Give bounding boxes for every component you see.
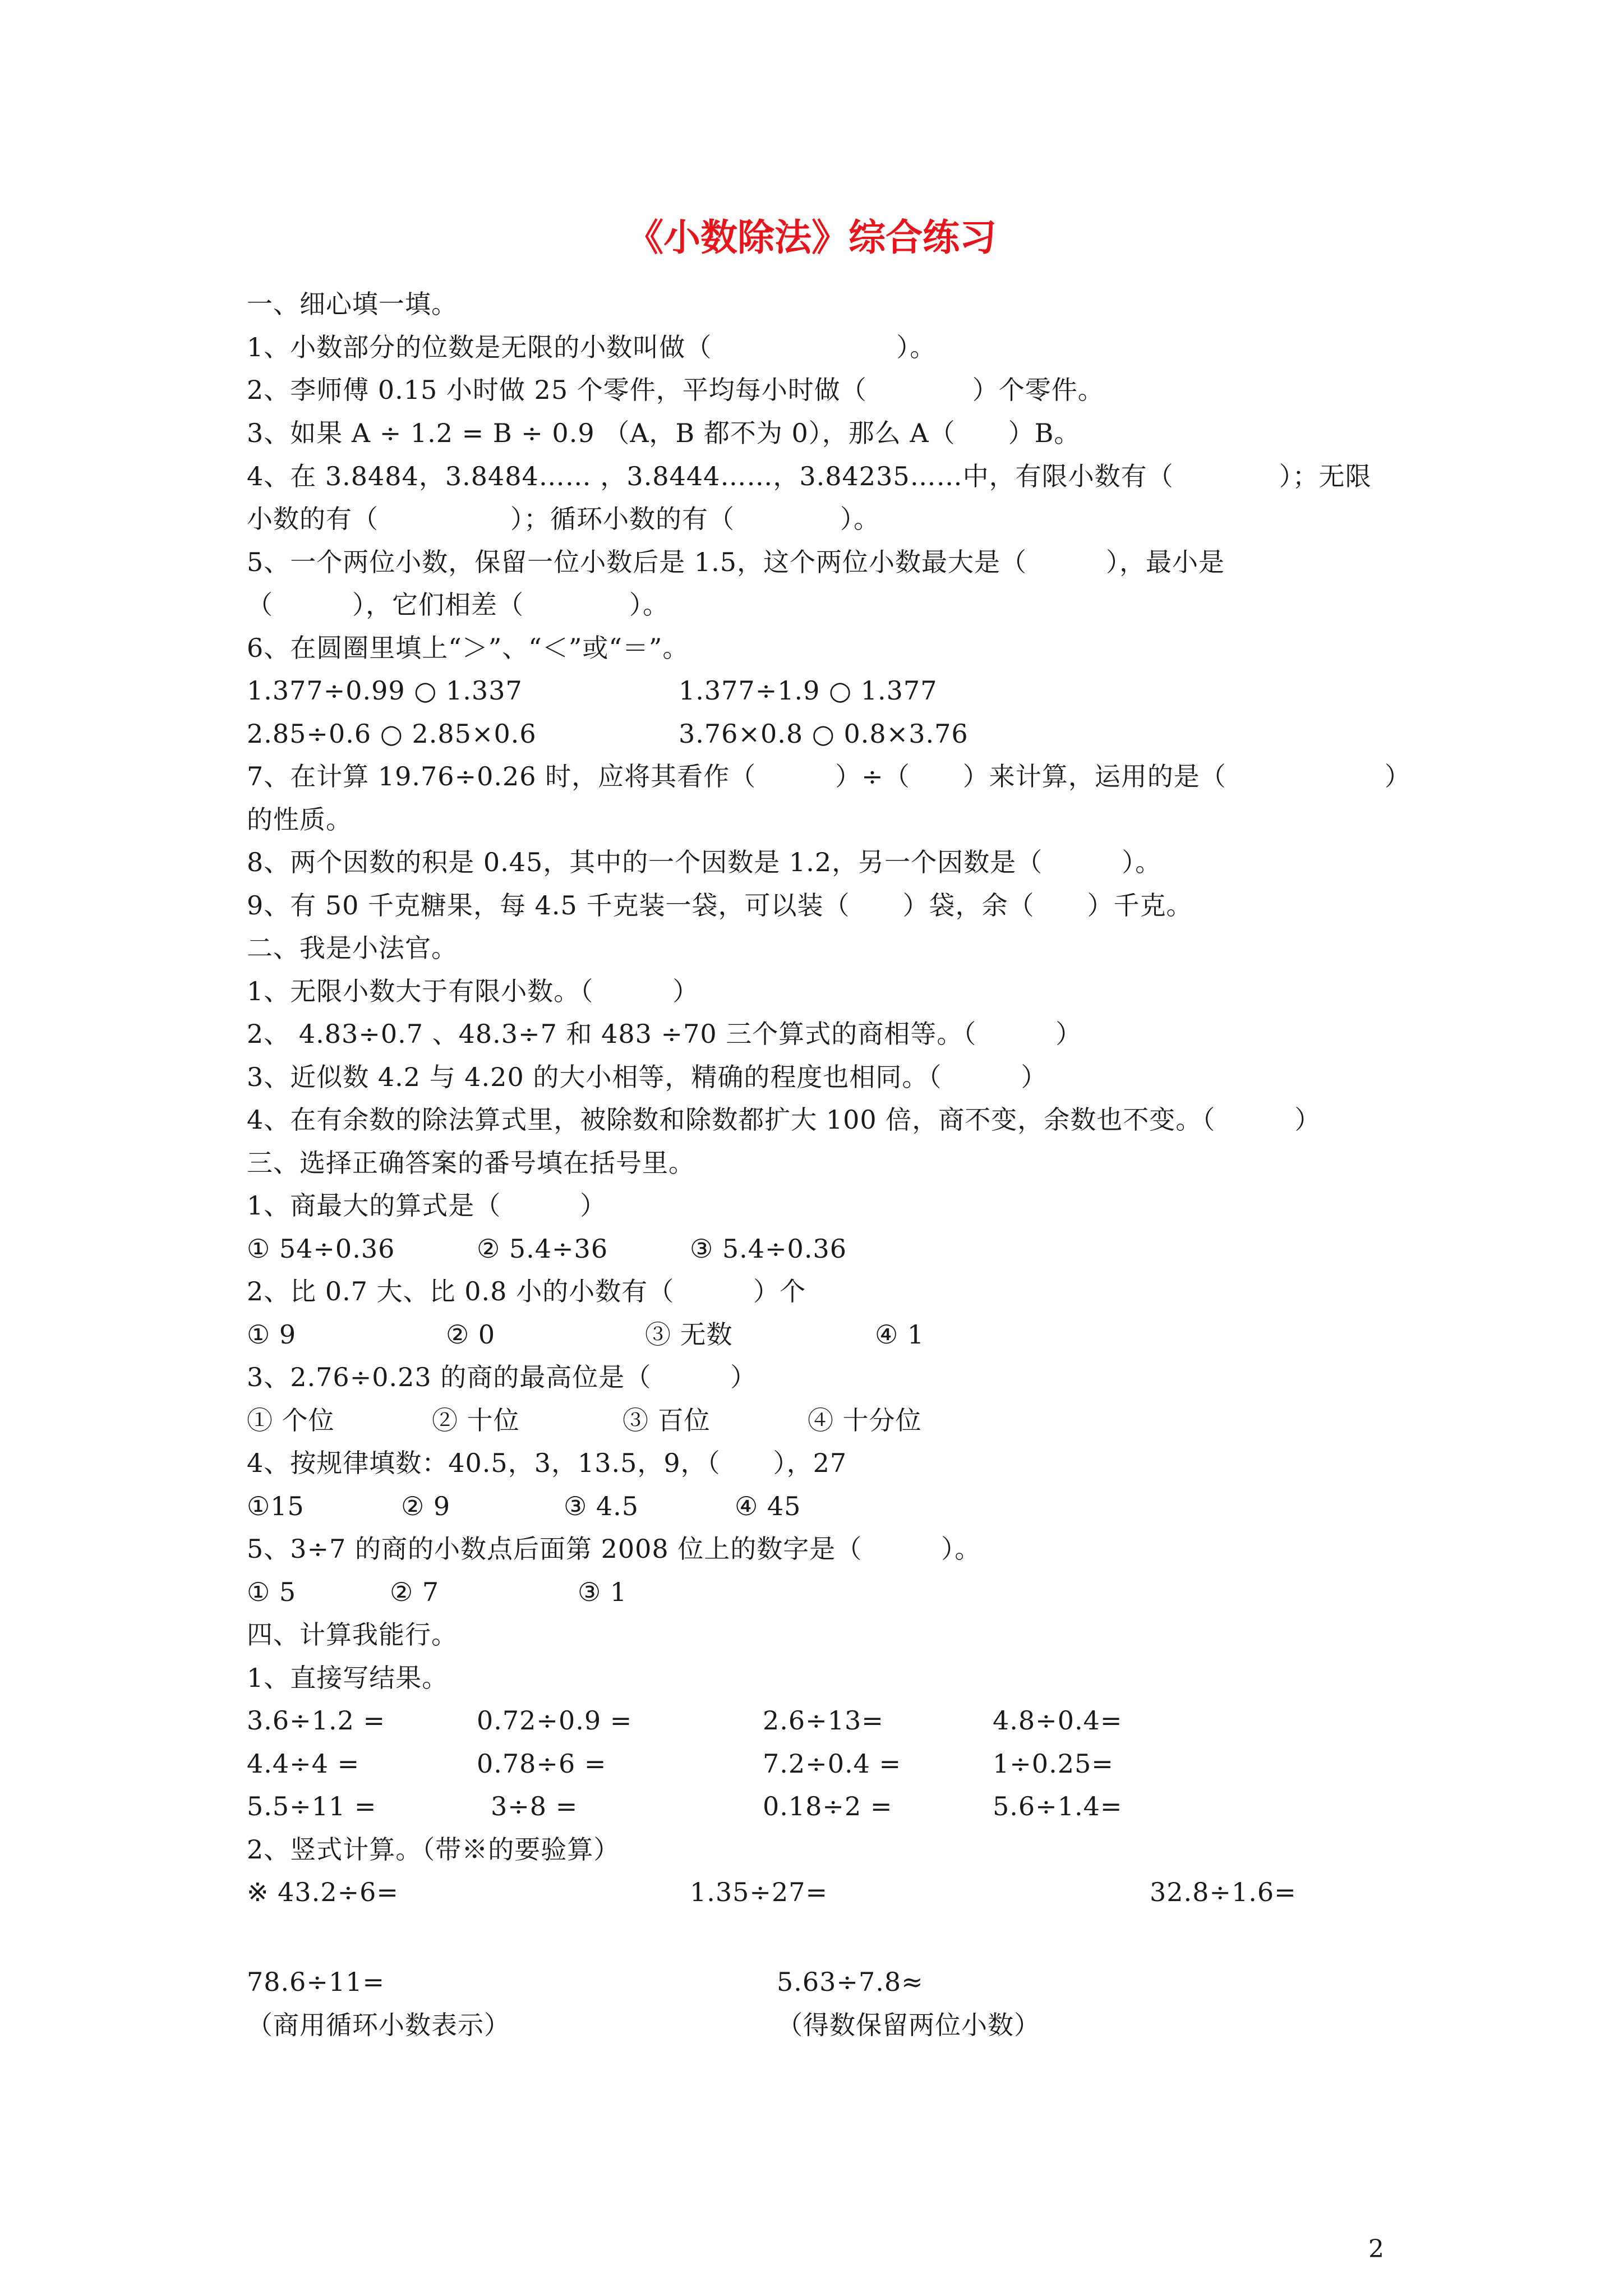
- vertical-calc-note: （得数保留两位小数）: [777, 2010, 1040, 2040]
- s1-q6-compare-2: 1.377÷1.9 ○ 1.377: [679, 675, 938, 706]
- s3-q4-option: ④ 45: [735, 1491, 801, 1521]
- s2-question-4: 4、在有余数的除法算式里，被除数和除数都扩大 100 倍，商不变，余数也不变。（ ）: [247, 1105, 1321, 1135]
- s3-q1-option: ① 54÷0.36: [247, 1234, 395, 1264]
- s3-q2-option: ④ 1: [875, 1319, 925, 1350]
- s1-question-8: 8、两个因数的积是 0.45，其中的一个因数是 1.2，另一个因数是（ ）。: [247, 847, 1162, 877]
- s3-q2-option: ③ 无数: [645, 1319, 733, 1350]
- mental-math-item: 3÷8 =: [491, 1791, 578, 1821]
- s3-question-4: 4、按规律填数：40.5，3，13.5，9，（ ），27: [247, 1448, 847, 1478]
- s3-q5-option: ① 5: [247, 1577, 297, 1607]
- s3-q2-option: ① 9: [247, 1319, 297, 1350]
- vertical-calc-item: 5.63÷7.8≈: [777, 1967, 924, 1997]
- s1-question-3: 3、如果 A ÷ 1.2 = B ÷ 0.9 （A，B 都不为 0），那么 A（ ）B。: [247, 418, 1081, 448]
- s1-question-7-line-1: 7、在计算 19.76÷0.26 时，应将其看作（ ）÷（ ）来计算，运用的是（ ）: [247, 761, 1411, 792]
- mental-math-item: 4.8÷0.4=: [993, 1705, 1123, 1736]
- s1-question-2: 2、李师傅 0.15 小时做 25 个零件，平均每小时做（ ）个零件。: [247, 375, 1104, 405]
- mental-math-item: 0.72÷0.9 =: [477, 1705, 633, 1736]
- s3-q5-option: ③ 1: [578, 1577, 628, 1607]
- s1-question-6: 6、在圆圈里填上“＞”、“＜”或“＝”。: [247, 633, 689, 663]
- vertical-calc-item: ※ 43.2÷6=: [247, 1877, 399, 1907]
- s3-q1-option: ② 5.4÷36: [477, 1234, 608, 1264]
- vertical-calc-note: （商用循环小数表示）: [247, 2010, 510, 2040]
- s3-q2-option: ② 0: [446, 1319, 496, 1350]
- s3-q3-option: ④ 十分位: [808, 1405, 922, 1435]
- vertical-calc-item: 1.35÷27=: [690, 1877, 828, 1907]
- s1-question-4-line-2: 小数的有（ ）；循环小数的有（ ）。: [247, 504, 880, 534]
- s1-question-9: 9、有 50 千克糖果，每 4.5 千克装一袋，可以装（ ）袋，余（ ）千克。: [247, 890, 1193, 921]
- vertical-calc-item: 32.8÷1.6=: [1150, 1877, 1297, 1907]
- mental-math-item: 5.5÷11 =: [247, 1791, 377, 1821]
- s1-question-5-line-2: （ ），它们相差（ ）。: [247, 590, 669, 620]
- mental-math-item: 3.6÷1.2 =: [247, 1705, 386, 1736]
- s1-question-4-line-1: 4、在 3.8484，3.8484…… ，3.8444……，3.84235……中，有限小数有（ ）；无限: [247, 461, 1372, 491]
- s3-q5-option: ② 7: [390, 1577, 440, 1607]
- mental-math-item: 7.2÷0.4 =: [763, 1749, 902, 1779]
- mental-math-item: 0.18÷2 =: [763, 1791, 893, 1821]
- s3-q4-option: ①15: [247, 1491, 305, 1521]
- s4-part-1-heading: 1、直接写结果。: [247, 1663, 449, 1693]
- page-number: 2: [1368, 2235, 1384, 2263]
- s4-part-2-heading: 2、竖式计算。（带※的要验算）: [247, 1834, 620, 1865]
- section-1-heading: 一、细心填一填。: [247, 289, 458, 319]
- s2-question-3: 3、近似数 4.2 与 4.20 的大小相等，精确的程度也相同。（ ）: [247, 1062, 1048, 1092]
- s3-q3-option: ② 十位: [432, 1405, 520, 1435]
- mental-math-item: 5.6÷1.4=: [993, 1791, 1123, 1821]
- s1-question-1: 1、小数部分的位数是无限的小数叫做（ ）。: [247, 332, 937, 362]
- s3-q4-option: ③ 4.5: [564, 1491, 639, 1521]
- mental-math-item: 0.78÷6 =: [477, 1749, 607, 1779]
- s3-q3-option: ① 个位: [247, 1405, 335, 1435]
- vertical-calc-item: 78.6÷11=: [247, 1967, 385, 1997]
- section-3-heading: 三、选择正确答案的番号填在括号里。: [247, 1148, 695, 1178]
- s3-question-2: 2、比 0.7 大、比 0.8 小的小数有（ ）个: [247, 1276, 806, 1306]
- s3-question-1: 1、商最大的算式是（ ）: [247, 1190, 607, 1221]
- s2-question-2: 2、 4.83÷0.7 、48.3÷7 和 483 ÷70 三个算式的商相等。（ ）: [247, 1019, 1082, 1049]
- worksheet-title: 《小数除法》综合练习: [626, 215, 997, 259]
- s1-question-5-line-1: 5、一个两位小数，保留一位小数后是 1.5，这个两位小数最大是（ ），最小是: [247, 547, 1225, 577]
- section-4-heading: 四、计算我能行。: [247, 1619, 458, 1650]
- s1-q6-compare-3: 2.85÷0.6 ○ 2.85×0.6: [247, 719, 537, 749]
- s3-question-5: 5、3÷7 的商的小数点后面第 2008 位上的数字是（ ）。: [247, 1534, 981, 1564]
- s1-question-7-line-2: 的性质。: [247, 804, 352, 835]
- section-2-heading: 二、我是小法官。: [247, 933, 458, 963]
- s1-q6-compare-4: 3.76×0.8 ○ 0.8×3.76: [679, 719, 969, 749]
- s3-q1-option: ③ 5.4÷0.36: [690, 1234, 847, 1264]
- mental-math-item: 2.6÷13=: [763, 1705, 884, 1736]
- mental-math-item: 4.4÷4 =: [247, 1749, 360, 1779]
- s1-q6-compare-1: 1.377÷0.99 ○ 1.337: [247, 675, 523, 706]
- s3-question-3: 3、2.76÷0.23 的商的最高位是（ ）: [247, 1362, 757, 1392]
- s3-q4-option: ② 9: [401, 1491, 451, 1521]
- s2-question-1: 1、无限小数大于有限小数。（ ）: [247, 976, 699, 1006]
- s3-q3-option: ③ 百位: [623, 1405, 711, 1435]
- mental-math-item: 1÷0.25=: [993, 1749, 1114, 1779]
